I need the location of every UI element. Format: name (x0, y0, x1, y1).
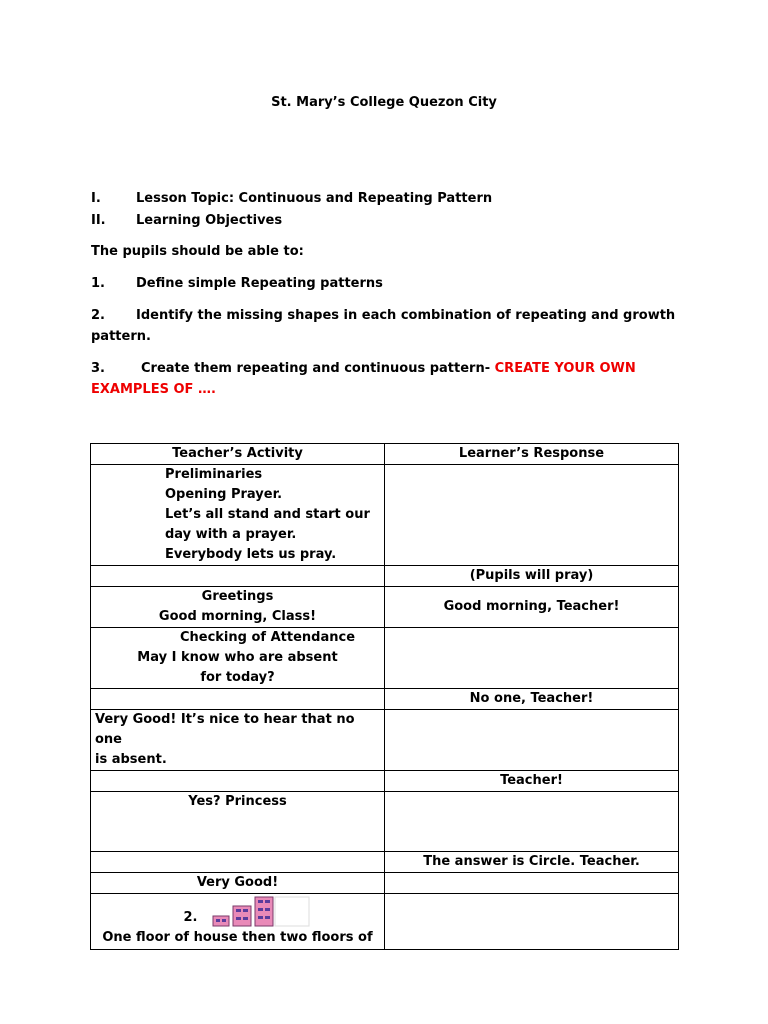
objective-3-text: Create them repeating and continuous pattern- (141, 361, 495, 376)
house-three-floor-icon (255, 897, 273, 926)
table-header-row (91, 444, 679, 465)
empty-response-cell (385, 710, 679, 771)
table-row (91, 873, 679, 894)
objective-3-highlight: CREATE YOUR OWN (494, 361, 636, 376)
outline-item-2-number: II. (91, 213, 106, 228)
objective-1-number: 1. (91, 276, 105, 291)
prayer-instruction-line-3: Everybody lets us pray. (165, 547, 337, 562)
attendance-cell (91, 628, 385, 689)
prayer-instruction-line-1: Let’s all stand and start our (165, 507, 370, 522)
preliminaries-cell (91, 465, 385, 566)
empty-response-cell (385, 873, 679, 894)
pattern-item-text: One floor of house then two floors of (102, 930, 373, 945)
pattern-item-number: 2. (183, 910, 198, 925)
outline-item-1-number: I. (91, 191, 101, 206)
preliminaries-heading: Preliminaries (165, 467, 263, 482)
greetings-heading: Greetings (201, 589, 274, 604)
objective-2 (91, 308, 675, 323)
table-row (91, 566, 679, 587)
pattern-item-line (95, 894, 380, 928)
empty-response-cell (385, 792, 679, 852)
very-good-cell (91, 710, 385, 771)
pray-response-cell: (Pupils will pray) (385, 566, 679, 587)
lesson-plan-table (90, 443, 679, 950)
pattern-item-cell (91, 894, 385, 950)
objective-1 (91, 276, 383, 291)
objective-2-continued: pattern. (91, 329, 151, 344)
house-one-floor-icon (213, 916, 229, 926)
teacher-response-cell: Teacher! (385, 771, 679, 792)
header-learners-response: Learner’s Response (385, 444, 679, 465)
house-two-floor-icon (233, 906, 251, 926)
objective-1-text: Define simple Repeating patterns (136, 276, 383, 291)
school-title: St. Mary’s College Quezon City (271, 95, 497, 110)
outline-item-2-text: Learning Objectives (136, 213, 283, 228)
house-pattern-icon (211, 896, 311, 928)
attendance-question-line-1: May I know who are absent (137, 650, 338, 665)
attendance-question-line-2: for today? (200, 670, 275, 685)
table-row (91, 587, 679, 628)
very-good-line-1: Very Good! It’s nice to hear that no one (95, 712, 355, 747)
empty-activity-cell (91, 852, 385, 873)
table-row (91, 852, 679, 873)
objective-3-number: 3. (91, 361, 105, 376)
empty-activity-cell (91, 771, 385, 792)
greetings-response-cell: Good morning, Teacher! (385, 587, 679, 628)
empty-response-cell (385, 628, 679, 689)
objective-3-highlight-continued: EXAMPLES OF …. (91, 382, 216, 397)
greetings-text: Good morning, Class! (158, 609, 317, 624)
table-row (91, 792, 679, 852)
table-row (91, 894, 679, 950)
objective-2-number: 2. (91, 308, 105, 323)
empty-response-cell (385, 894, 679, 950)
table-row (91, 689, 679, 710)
outline-item-1-text: Lesson Topic: Continuous and Repeating Pattern (136, 191, 493, 206)
objective-2-text: Identify the missing shapes in each combination of repeating and growth (136, 308, 676, 323)
table-row (91, 465, 679, 566)
circle-response-cell: The answer is Circle. Teacher. (385, 852, 679, 873)
opening-prayer-text: Opening Prayer. (165, 487, 283, 502)
header-teachers-activity: Teacher’s Activity (91, 444, 385, 465)
outline-item-1 (91, 191, 492, 206)
attendance-response-cell: No one, Teacher! (385, 689, 679, 710)
empty-activity-cell (91, 689, 385, 710)
outline-item-2 (91, 213, 282, 228)
table-row (91, 628, 679, 689)
very-good-line-2: is absent. (95, 752, 167, 767)
prayer-instruction-line-2: day with a prayer. (165, 527, 297, 542)
very-good-short-cell: Very Good! (91, 873, 385, 894)
objectives-intro: The pupils should be able to: (91, 244, 304, 259)
table-row (91, 710, 679, 771)
empty-activity-cell (91, 566, 385, 587)
empty-response-cell (385, 465, 679, 566)
objective-3 (91, 361, 636, 376)
missing-pattern-box (275, 897, 309, 926)
table-row (91, 771, 679, 792)
attendance-heading: Checking of Attendance (179, 630, 356, 645)
princess-cell: Yes? Princess (91, 792, 385, 852)
greetings-cell (91, 587, 385, 628)
